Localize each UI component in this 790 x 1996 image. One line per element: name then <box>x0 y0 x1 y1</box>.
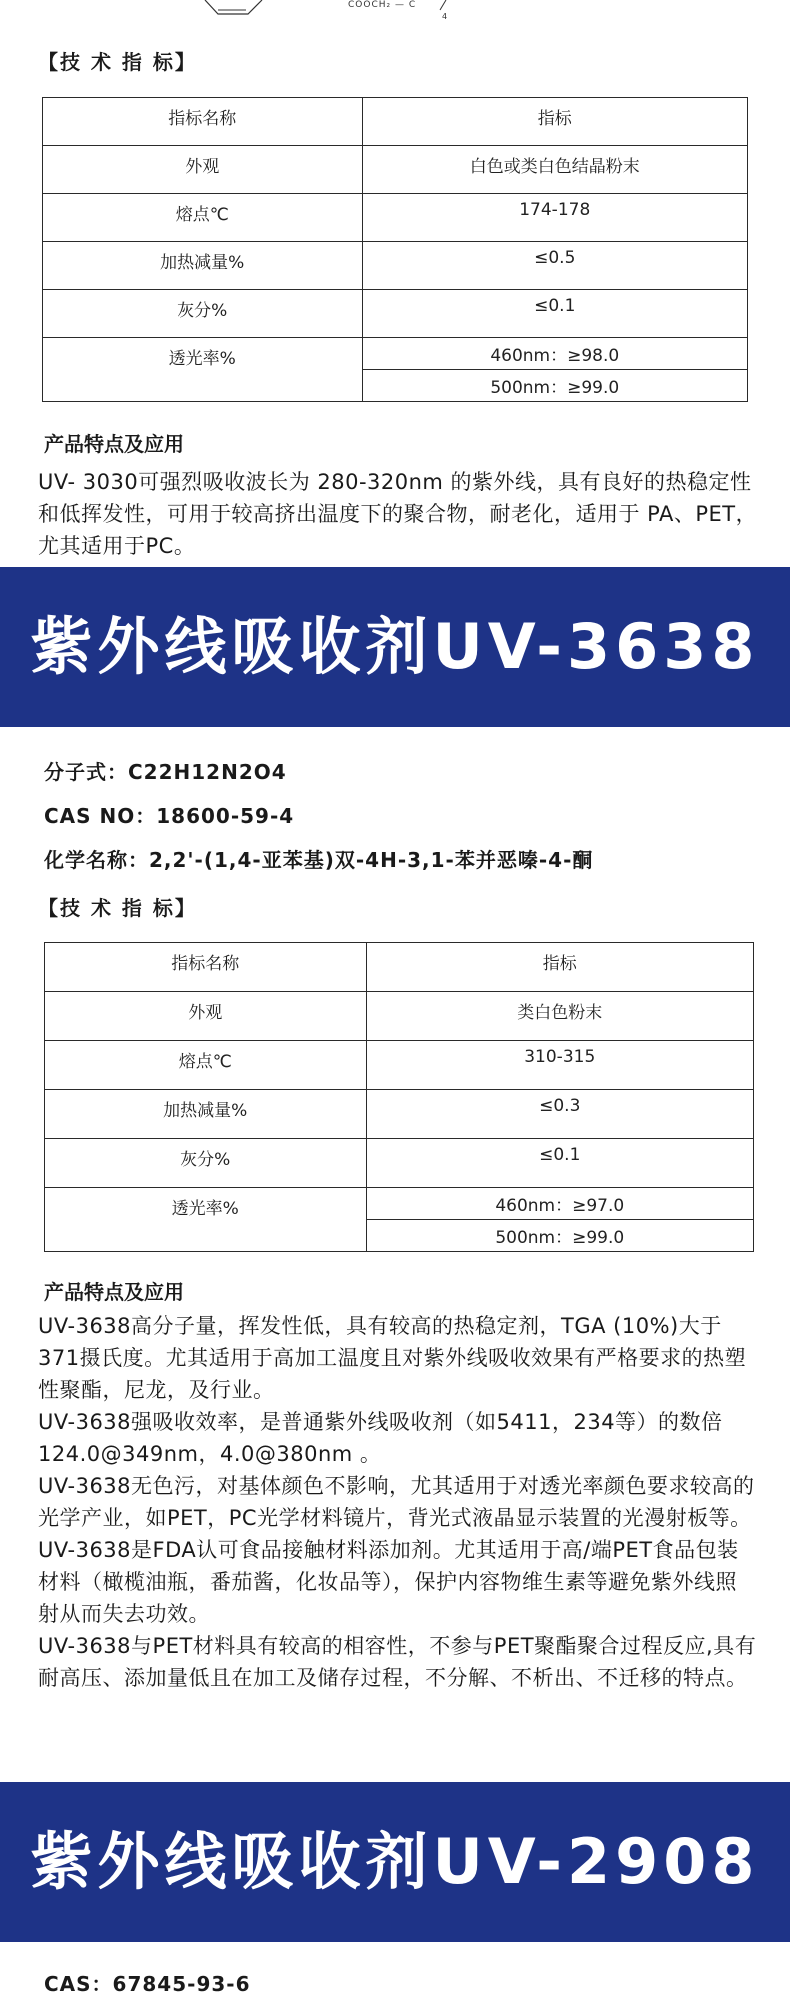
header-cell: 指标 <box>362 98 747 146</box>
paragraph: UV-3638无色污，对基体颜色不影响，尤其适用于对透光率颜色要求较高的光学产业，如PET，PC光学材料镜片，背光式液晶显示装置的光漫射板等。 <box>38 1474 755 1530</box>
paragraph: UV-3638是FDA认可食品接触材料添加剂。尤其适用于高/端PET食品包装材料（橄榄油瓶，番茄酱，化妆品等），保护内容物维生素等避免紫外线照射从而失去功效。 <box>38 1538 739 1626</box>
paragraph: UV-3638高分子量，挥发性低，具有较高的热稳定剂，TGA (10%)大于371摄氏度。尤其适用于高加工温度且对紫外线吸收效果有严格要求的热塑性聚酯，尼龙，及行业。 <box>38 1314 747 1402</box>
spec-value: ≤0.5 <box>362 242 747 290</box>
spec-name: 外观 <box>43 146 363 194</box>
banner-title: 紫外线吸收剂UV-3638 <box>30 610 760 683</box>
spec-value: 174-178 <box>362 194 747 242</box>
table-row <box>45 1041 754 1090</box>
table-row <box>45 1188 754 1220</box>
tech-spec-heading: 【技 术 指 标】 <box>38 896 197 920</box>
table-row <box>43 146 748 194</box>
spec-name: 熔点℃ <box>43 194 363 242</box>
features-heading: 产品特点及应用 <box>44 1280 184 1304</box>
spec-value: 500nm：≥99.0 <box>362 370 747 402</box>
features-text <box>38 1310 758 1694</box>
chemical-structure-fragment <box>0 0 790 30</box>
spec-value: 460nm：≥98.0 <box>362 338 747 370</box>
spec-value: 白色或类白色结晶粉末 <box>362 146 747 194</box>
spec-value: 460nm：≥97.0 <box>366 1188 753 1220</box>
formula-fragment: COOCH₂ — C <box>348 0 417 10</box>
table-row <box>45 1139 754 1188</box>
spec-table <box>42 97 748 402</box>
table-header-row <box>43 98 748 146</box>
molecular-formula: 分子式：C22H12N2O4 <box>44 760 287 784</box>
spec-name: 熔点℃ <box>45 1041 367 1090</box>
header-cell: 指标名称 <box>43 98 363 146</box>
banner-title: 紫外线吸收剂UV-2908 <box>30 1825 760 1898</box>
spec-value: ≤0.3 <box>366 1090 753 1139</box>
spec-name: 加热减量% <box>45 1090 367 1139</box>
paragraph: UV- 3030可强烈吸收波长为 280-320nm 的紫外线，具有良好的热稳定性和低挥发性，可用于较高挤出温度下的聚合物，耐老化，适用于 PA、PET，尤其适用于PC。 <box>38 470 758 558</box>
table-row <box>43 290 748 338</box>
paragraph: UV-3638强吸收效率，是普通紫外线吸收剂（如5411，234等）的数倍124.0@349nm，4.0@380nm 。 <box>38 1410 723 1466</box>
product-banner <box>0 1782 790 1942</box>
spec-name: 加热减量% <box>43 242 363 290</box>
cas-number: CAS：67845-93-6 <box>44 1972 251 1996</box>
chemical-name: 化学名称：2,2'-(1,4-亚苯基)双-4H-3,1-苯并恶嗪-4-酮 <box>44 848 594 872</box>
spec-name: 透光率% <box>45 1188 367 1252</box>
features-text <box>38 466 758 562</box>
table-header-row <box>45 943 754 992</box>
spec-name: 灰分% <box>43 290 363 338</box>
table-row <box>43 242 748 290</box>
table-row <box>45 1090 754 1139</box>
tech-spec-heading: 【技 术 指 标】 <box>38 50 197 74</box>
spec-value: ≤0.1 <box>362 290 747 338</box>
spec-name: 透光率% <box>43 338 363 402</box>
features-heading: 产品特点及应用 <box>44 432 184 456</box>
spec-name: 灰分% <box>45 1139 367 1188</box>
paragraph: UV-3638与PET材料具有较高的相容性，不参与PET聚酯聚合过程反应,具有耐高压、添加量低且在加工及储存过程，不分解、不析出、不迁移的特点。 <box>38 1634 757 1690</box>
header-cell: 指标名称 <box>45 943 367 992</box>
spec-name: 外观 <box>45 992 367 1041</box>
table-row <box>43 194 748 242</box>
spec-value: 500nm：≥99.0 <box>366 1220 753 1252</box>
header-cell: 指标 <box>366 943 753 992</box>
table-row <box>43 338 748 370</box>
spec-value: 类白色粉末 <box>366 992 753 1041</box>
product-banner <box>0 567 790 727</box>
spec-value: ≤0.1 <box>366 1139 753 1188</box>
formula-subscript: 4 <box>442 12 448 21</box>
cas-number: CAS NO：18600-59-4 <box>44 804 295 828</box>
table-row <box>45 992 754 1041</box>
spec-value: 310-315 <box>366 1041 753 1090</box>
spec-table <box>44 942 754 1252</box>
